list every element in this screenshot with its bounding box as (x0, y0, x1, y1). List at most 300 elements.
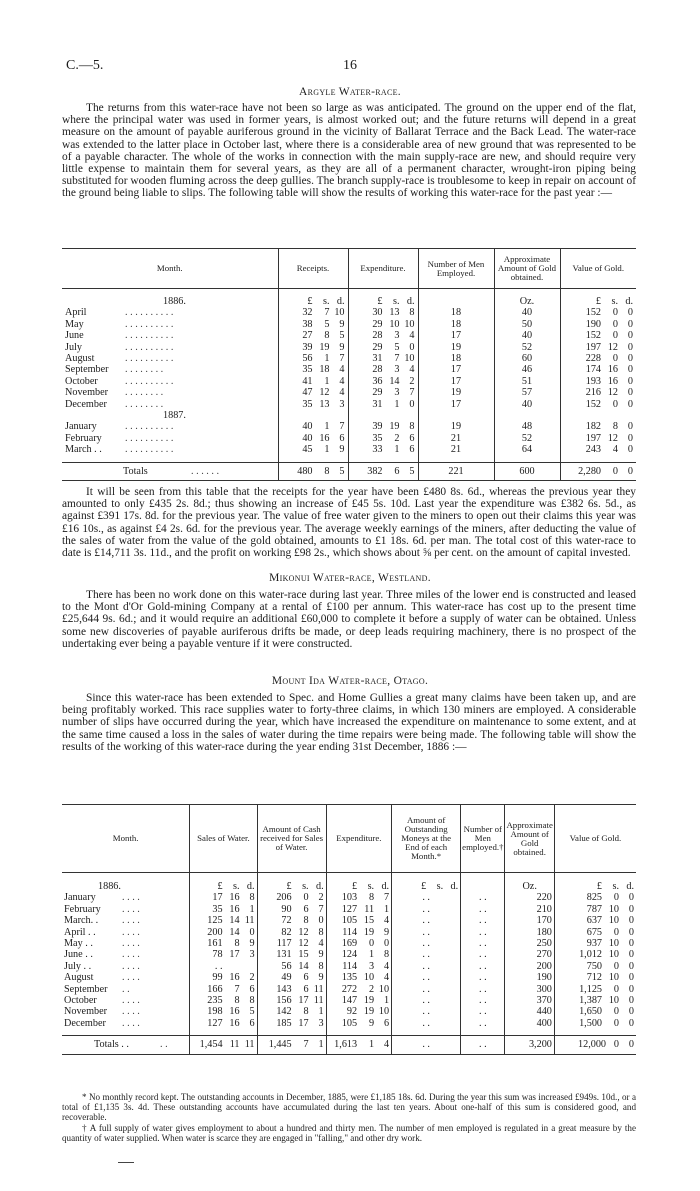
shillings: 10 (608, 995, 619, 1007)
shillings: 0 (613, 983, 619, 995)
pounds: 142 (276, 1006, 292, 1018)
cash-cell-value (260, 1006, 324, 1017)
month-name: October (64, 995, 97, 1007)
table-header-row (62, 805, 636, 873)
sales-cell (190, 972, 257, 983)
shillings: 16 (607, 364, 618, 376)
shillings: 3 (369, 960, 375, 972)
cash-cell (257, 1006, 326, 1017)
pence: 6 (384, 1017, 390, 1029)
value-cell (554, 1018, 636, 1036)
pounds: 27 (302, 330, 313, 342)
pounds: 152 (585, 330, 601, 342)
pence: 11 (244, 1039, 255, 1051)
month-cell (62, 444, 278, 462)
pence: 9 (384, 926, 390, 938)
totals-label-cell (62, 1036, 190, 1054)
pence: 9 (318, 949, 324, 961)
month-cell (62, 972, 190, 983)
pounds: 124 (341, 949, 358, 961)
outstanding-cell: . . (392, 949, 461, 960)
cash-cell (257, 1018, 326, 1036)
month-label (64, 915, 187, 926)
pounds: 56 (281, 960, 292, 972)
pounds: 216 (585, 387, 601, 399)
pounds: 125 (207, 915, 223, 927)
units-row (62, 873, 636, 893)
expenditure-cell-value (352, 421, 415, 432)
pence: 1 (384, 995, 390, 1007)
men-cell: 17 (418, 364, 494, 375)
leader-dots: . . . . . . . . . . (125, 353, 174, 365)
receipts-cell (278, 364, 348, 375)
expenditure-cell-value (352, 433, 415, 444)
shillings: 1 (324, 421, 330, 433)
gold-cell: 190 (505, 972, 554, 983)
pence: 4 (318, 938, 324, 950)
argyle-paragraph-1: The returns from this water-race have not been so large as was anticipated. The ground on the upper end of the flat, where the principal water was used in former years, is almost worked out; and the future returns will depend in a great measure on the amount of payable auriferous ground in the vicinity of Ballarat Terrace and the Back Lead. The water-race was extended to the latter place in October last, where there is a considerable area of new ground that was represented to be of a payable character. The whole of the works in connection with the main supply-race are new, and should require very little expense to maintain them for several years, as they are all of a permanent character, wrought-iron piping being substituted for wooden fluming across the deep gullies. The branch supply-race is troublesome to keep in repair on account of the ground being liable to slips. The following table will show the results of working this water-race for the past year :— (62, 102, 636, 200)
month-label (65, 433, 275, 444)
receipts-cell (278, 353, 348, 364)
month-name: September (64, 983, 108, 995)
leader-dots: . . . . . . . . . . (125, 330, 174, 342)
value-cell-value (557, 961, 634, 972)
gold-total: 600 (494, 462, 560, 480)
pounds: 1,012 (579, 949, 602, 961)
shillings: 2 (394, 432, 400, 444)
pence: 0 (627, 375, 633, 387)
pence: 3 (339, 398, 345, 410)
receipts-cell-value (282, 387, 345, 398)
value-cell (560, 319, 636, 330)
outstanding-cell: . . (392, 927, 461, 938)
sales-cell-value (192, 938, 254, 949)
pence: 10 (404, 318, 415, 330)
shillings: 14 (229, 926, 240, 938)
month-cell (62, 307, 278, 318)
pence: 6 (249, 983, 255, 995)
month-label (65, 444, 275, 455)
value-total-value (557, 1039, 634, 1050)
month-label (64, 938, 187, 949)
empty-cell (418, 410, 494, 421)
gold-cell: 200 (505, 961, 554, 972)
shillings: 8 (612, 421, 618, 433)
pence: 3 (318, 1017, 324, 1029)
shillings: 3 (394, 364, 400, 376)
table-row (62, 927, 636, 938)
expenditure-cell-value (352, 330, 415, 341)
shillings: 1 (324, 444, 330, 456)
pounds: 272 (341, 983, 358, 995)
pounds: 190 (585, 318, 601, 330)
shillings: 7 (303, 1039, 309, 1051)
table-row (62, 376, 636, 387)
sales-cell (190, 995, 257, 1006)
pence: 2 (409, 375, 415, 387)
pounds: 206 (276, 892, 292, 904)
pence: 11 (244, 915, 255, 927)
pence: 0 (628, 915, 634, 927)
sales-cell (190, 1018, 257, 1036)
shillings: 14 (298, 960, 309, 972)
cash-cell (257, 995, 326, 1006)
receipts-units-value (282, 296, 345, 307)
argyle-paragraph-2: It will be seen from this table that the receipts for the year have been £480 8s. 6d., whereas the previous year they amounted to only £435 2s. 8d.; thus showing an increase of £45 5s. 10d. Last year the expenditure was £382 6s. 5d., as against £391 17s. 8d. for the previous year. The value of free water given to the miners to open out their claims this year was £16 10s., as against £4 2s. 6d. for the previous year. The average weekly earnings of the miners, after deducting the value of the sales of water from the value of the gold obtained, amounts to £1 18s. 6d. per man. The total cost of this water-race to date is £14,711 3s. 11d., and the profit on working £98 2s., which shows about ⅝ per cent. on the amount of capital invested. (62, 486, 636, 560)
month-cell (62, 342, 278, 353)
pounds: 72 (281, 915, 292, 927)
cash-cell-value (260, 972, 324, 983)
pounds: 31 (372, 353, 383, 365)
month-label (64, 984, 187, 995)
pounds: 40 (302, 432, 313, 444)
expenditure-total-value (352, 466, 415, 477)
value-cell-value (557, 995, 634, 1006)
value-cell-value (564, 399, 634, 410)
pence: 1 (318, 1039, 324, 1051)
pence: 0 (409, 341, 415, 353)
shillings: 17 (298, 995, 309, 1007)
month-name: November (64, 1006, 107, 1018)
month-name: February (65, 432, 102, 444)
pound-unit: £ (377, 296, 383, 307)
cash-cell (257, 915, 326, 926)
receipts-cell (278, 307, 348, 318)
men-cell: 19 (418, 387, 494, 398)
month-label (64, 972, 187, 983)
pounds: 36 (372, 375, 383, 387)
pence: 3 (249, 949, 255, 961)
expenditure-cell (326, 972, 391, 983)
column-header-men-employed: Number of Men Employed. (418, 249, 494, 289)
value-total-value (564, 466, 634, 477)
pounds: 90 (281, 903, 292, 915)
pence (240, 961, 255, 972)
men-total: 221 (418, 462, 494, 480)
pounds: 114 (342, 926, 358, 938)
value-cell-value (557, 1018, 634, 1029)
column-header-value-of-gold: Value of Gold. (554, 805, 636, 873)
men-cell: 18 (418, 353, 494, 364)
pounds: 1,387 (579, 995, 602, 1007)
shilling-unit: s. (611, 296, 618, 307)
year-cell (62, 873, 190, 893)
year-row (62, 410, 636, 421)
value-cell-value (564, 342, 634, 353)
column-header-value-of-gold: Value of Gold. (560, 249, 636, 289)
pounds: 33 (372, 444, 383, 456)
pence: 0 (628, 892, 634, 904)
value-cell (554, 949, 636, 960)
pence: 10 (334, 307, 345, 319)
pence: 6 (409, 444, 415, 456)
pounds: 1,613 (334, 1039, 358, 1051)
pounds: 1,454 (199, 1039, 223, 1051)
expenditure-cell-value (352, 364, 415, 375)
leader-dots: . . . . (122, 892, 140, 904)
outstanding-cell: . . (392, 938, 461, 949)
pence: 10 (378, 983, 390, 995)
pounds: 47 (302, 387, 313, 399)
expenditure-cell (326, 927, 391, 938)
pounds: 1,445 (268, 1039, 292, 1051)
sales-units-value (192, 881, 254, 892)
pence-unit: d. (315, 881, 324, 892)
pounds: 937 (586, 938, 602, 950)
gold-cell: 57 (494, 387, 560, 398)
leader-dots: . . . . . . . . (125, 364, 164, 376)
value-cell-value (564, 376, 634, 387)
expenditure-units (348, 289, 418, 308)
outstanding-cell: . . (392, 904, 461, 915)
column-header-gold-obtained: Approximate Amount of Gold obtained. (505, 805, 554, 873)
pounds: 39 (302, 341, 313, 353)
pence: 9 (249, 938, 255, 950)
receipts-cell-value (282, 330, 345, 341)
pence: 10 (378, 1006, 390, 1018)
shillings: 0 (369, 938, 375, 950)
month-name: March. . (64, 915, 99, 927)
table-row (62, 995, 636, 1006)
shillings: 1 (394, 444, 400, 456)
table-row (62, 1018, 636, 1036)
table-row (62, 342, 636, 353)
shillings: 10 (608, 972, 619, 984)
month-label (65, 421, 275, 432)
gold-total: 3,200 (505, 1036, 554, 1054)
shillings: 0 (612, 330, 618, 342)
shillings: 16 (319, 432, 330, 444)
month-label (64, 1006, 187, 1017)
month-name: November (65, 387, 108, 399)
column-header-month: Month. (62, 249, 278, 289)
expenditure-cell (326, 904, 391, 915)
pence: 0 (628, 995, 634, 1007)
men-total: . . (461, 1036, 505, 1054)
expenditure-cell-value (352, 307, 415, 318)
shillings: 0 (612, 307, 618, 319)
gold-cell: 50 (494, 319, 560, 330)
month-name: December (65, 398, 107, 410)
shillings: 1 (369, 1039, 375, 1051)
value-cell (560, 364, 636, 375)
pence: 9 (339, 318, 345, 330)
gold-cell: 250 (505, 938, 554, 949)
pounds: 2,280 (578, 465, 601, 477)
pounds: 31 (372, 398, 383, 410)
value-cell-value (557, 927, 634, 938)
cash-cell-value (260, 915, 324, 926)
shilling-unit: s. (302, 881, 309, 892)
month-label (64, 927, 187, 938)
shillings: 16 (229, 892, 240, 904)
pence: 0 (627, 421, 633, 433)
pounds: 29 (372, 341, 383, 353)
table-row (62, 949, 636, 960)
shillings: 10 (608, 903, 619, 915)
pence: 2 (249, 972, 255, 984)
men-units (418, 289, 494, 308)
expenditure-cell-value (352, 376, 415, 387)
pounds: 152 (585, 398, 601, 410)
expenditure-cell-value (329, 961, 389, 972)
receipts-cell-value (282, 376, 345, 387)
shillings: 16 (229, 1017, 240, 1029)
cash-cell (257, 892, 326, 903)
shillings: 18 (319, 364, 330, 376)
expenditure-cell-value (329, 892, 389, 903)
sales-cell-value (192, 961, 254, 972)
pounds: . . (214, 960, 223, 972)
pounds: 127 (341, 903, 358, 915)
expenditure-cell-value (329, 1018, 389, 1029)
pence: 4 (339, 387, 345, 399)
cash-total (257, 1036, 326, 1054)
pounds: 825 (586, 892, 602, 904)
sales-cell-value (192, 949, 254, 960)
argyle-heading: Argyle Water-race. (299, 86, 401, 98)
pounds: 35 (302, 364, 313, 376)
month-label (65, 307, 275, 318)
expenditure-cell-value (352, 399, 415, 410)
table-row (62, 972, 636, 983)
shillings: 10 (608, 915, 619, 927)
table-row (62, 444, 636, 462)
table-row (62, 1006, 636, 1017)
cash-cell (257, 927, 326, 938)
pence: 0 (249, 926, 255, 938)
leader-dots: . . (160, 1039, 168, 1051)
outstanding-units (392, 873, 461, 893)
expenditure-cell (348, 387, 418, 398)
month-name: May (65, 318, 84, 330)
month-name: September (65, 364, 109, 376)
men-cell: 19 (418, 421, 494, 432)
sales-cell (190, 904, 257, 915)
expenditure-cell-value (352, 387, 415, 398)
shillings: 8 (234, 938, 240, 950)
pounds: 39 (372, 421, 383, 433)
pounds: 56 (302, 353, 313, 365)
pounds: 200 (207, 926, 223, 938)
shillings: 17 (298, 1017, 309, 1029)
month-cell (62, 984, 190, 995)
pence: 8 (384, 949, 390, 961)
pounds: 143 (276, 983, 292, 995)
pence: 1 (384, 903, 390, 915)
value-units-value (564, 296, 634, 307)
table-row (62, 399, 636, 410)
receipts-units (278, 289, 348, 308)
outstanding-cell: . . (392, 892, 461, 903)
expenditure-cell (326, 984, 391, 995)
value-cell-value (557, 904, 634, 915)
month-label (65, 376, 275, 387)
month-name: June . . (64, 949, 93, 961)
pound-unit: £ (421, 881, 427, 892)
shillings: 0 (613, 1006, 619, 1018)
shillings: 16 (229, 972, 240, 984)
month-name: April (65, 307, 87, 319)
expenditure-total (348, 462, 418, 480)
units-row (62, 289, 636, 308)
shillings: 7 (324, 307, 330, 319)
leader-dots: . . . . (122, 960, 140, 972)
pounds: 105 (341, 915, 358, 927)
table-row (62, 353, 636, 364)
value-cell (560, 353, 636, 364)
receipts-cell-value (282, 433, 345, 444)
value-cell (554, 904, 636, 915)
year-label: 1886. (163, 296, 186, 307)
gold-cell: 440 (505, 1006, 554, 1017)
men-cell: . . (461, 1018, 505, 1036)
column-header-cash-received: Amount of Cash received for Sales of Water. (257, 805, 326, 873)
leader-dots: . . . . (122, 995, 140, 1007)
outstanding-cell: . . (392, 995, 461, 1006)
pence-unit: d. (450, 881, 459, 892)
cash-cell (257, 949, 326, 960)
page-number: 16 (343, 58, 357, 73)
value-cell (554, 915, 636, 926)
pounds: 193 (585, 375, 601, 387)
expenditure-cell (326, 1006, 391, 1017)
year-cell (62, 410, 278, 421)
expenditure-cell (348, 307, 418, 318)
shillings: 8 (324, 465, 330, 477)
month-label (65, 364, 275, 375)
men-cell: . . (461, 904, 505, 915)
shillings: 0 (613, 892, 619, 904)
year-label: 1887. (163, 410, 186, 422)
outstanding-cell: . . (392, 1006, 461, 1017)
shillings: 16 (229, 1006, 240, 1018)
receipts-cell (278, 444, 348, 462)
shillings (223, 961, 240, 972)
pounds: 750 (586, 960, 602, 972)
empty-cell (348, 410, 418, 421)
shillings: 3 (394, 330, 400, 342)
table-row (62, 915, 636, 926)
pence: 0 (628, 960, 634, 972)
gold-cell: 210 (505, 904, 554, 915)
month-label (65, 387, 275, 398)
pound-unit: £ (307, 296, 313, 307)
sales-total-value (192, 1039, 254, 1050)
pence: 4 (384, 972, 390, 984)
value-cell-value (564, 307, 634, 318)
expenditure-cell (348, 319, 418, 330)
expenditure-units (326, 873, 391, 893)
shillings: 1 (324, 353, 330, 365)
empty-cell (494, 410, 560, 421)
value-cell (554, 1006, 636, 1017)
shillings: 19 (363, 926, 375, 938)
men-cell: 18 (418, 319, 494, 330)
cash-cell (257, 961, 326, 972)
pounds: 103 (341, 892, 358, 904)
pounds: 787 (586, 903, 602, 915)
mount-ida-heading: Mount Ida Water-race, Otago. (271, 675, 429, 687)
month-label (64, 892, 187, 903)
value-cell (560, 421, 636, 432)
column-header-men-employed: Number of Men employed.† (461, 805, 505, 873)
receipts-total (278, 462, 348, 480)
pence: 0 (627, 398, 633, 410)
month-label (64, 949, 187, 960)
pence: 1 (318, 1006, 324, 1018)
pounds: 675 (586, 926, 602, 938)
